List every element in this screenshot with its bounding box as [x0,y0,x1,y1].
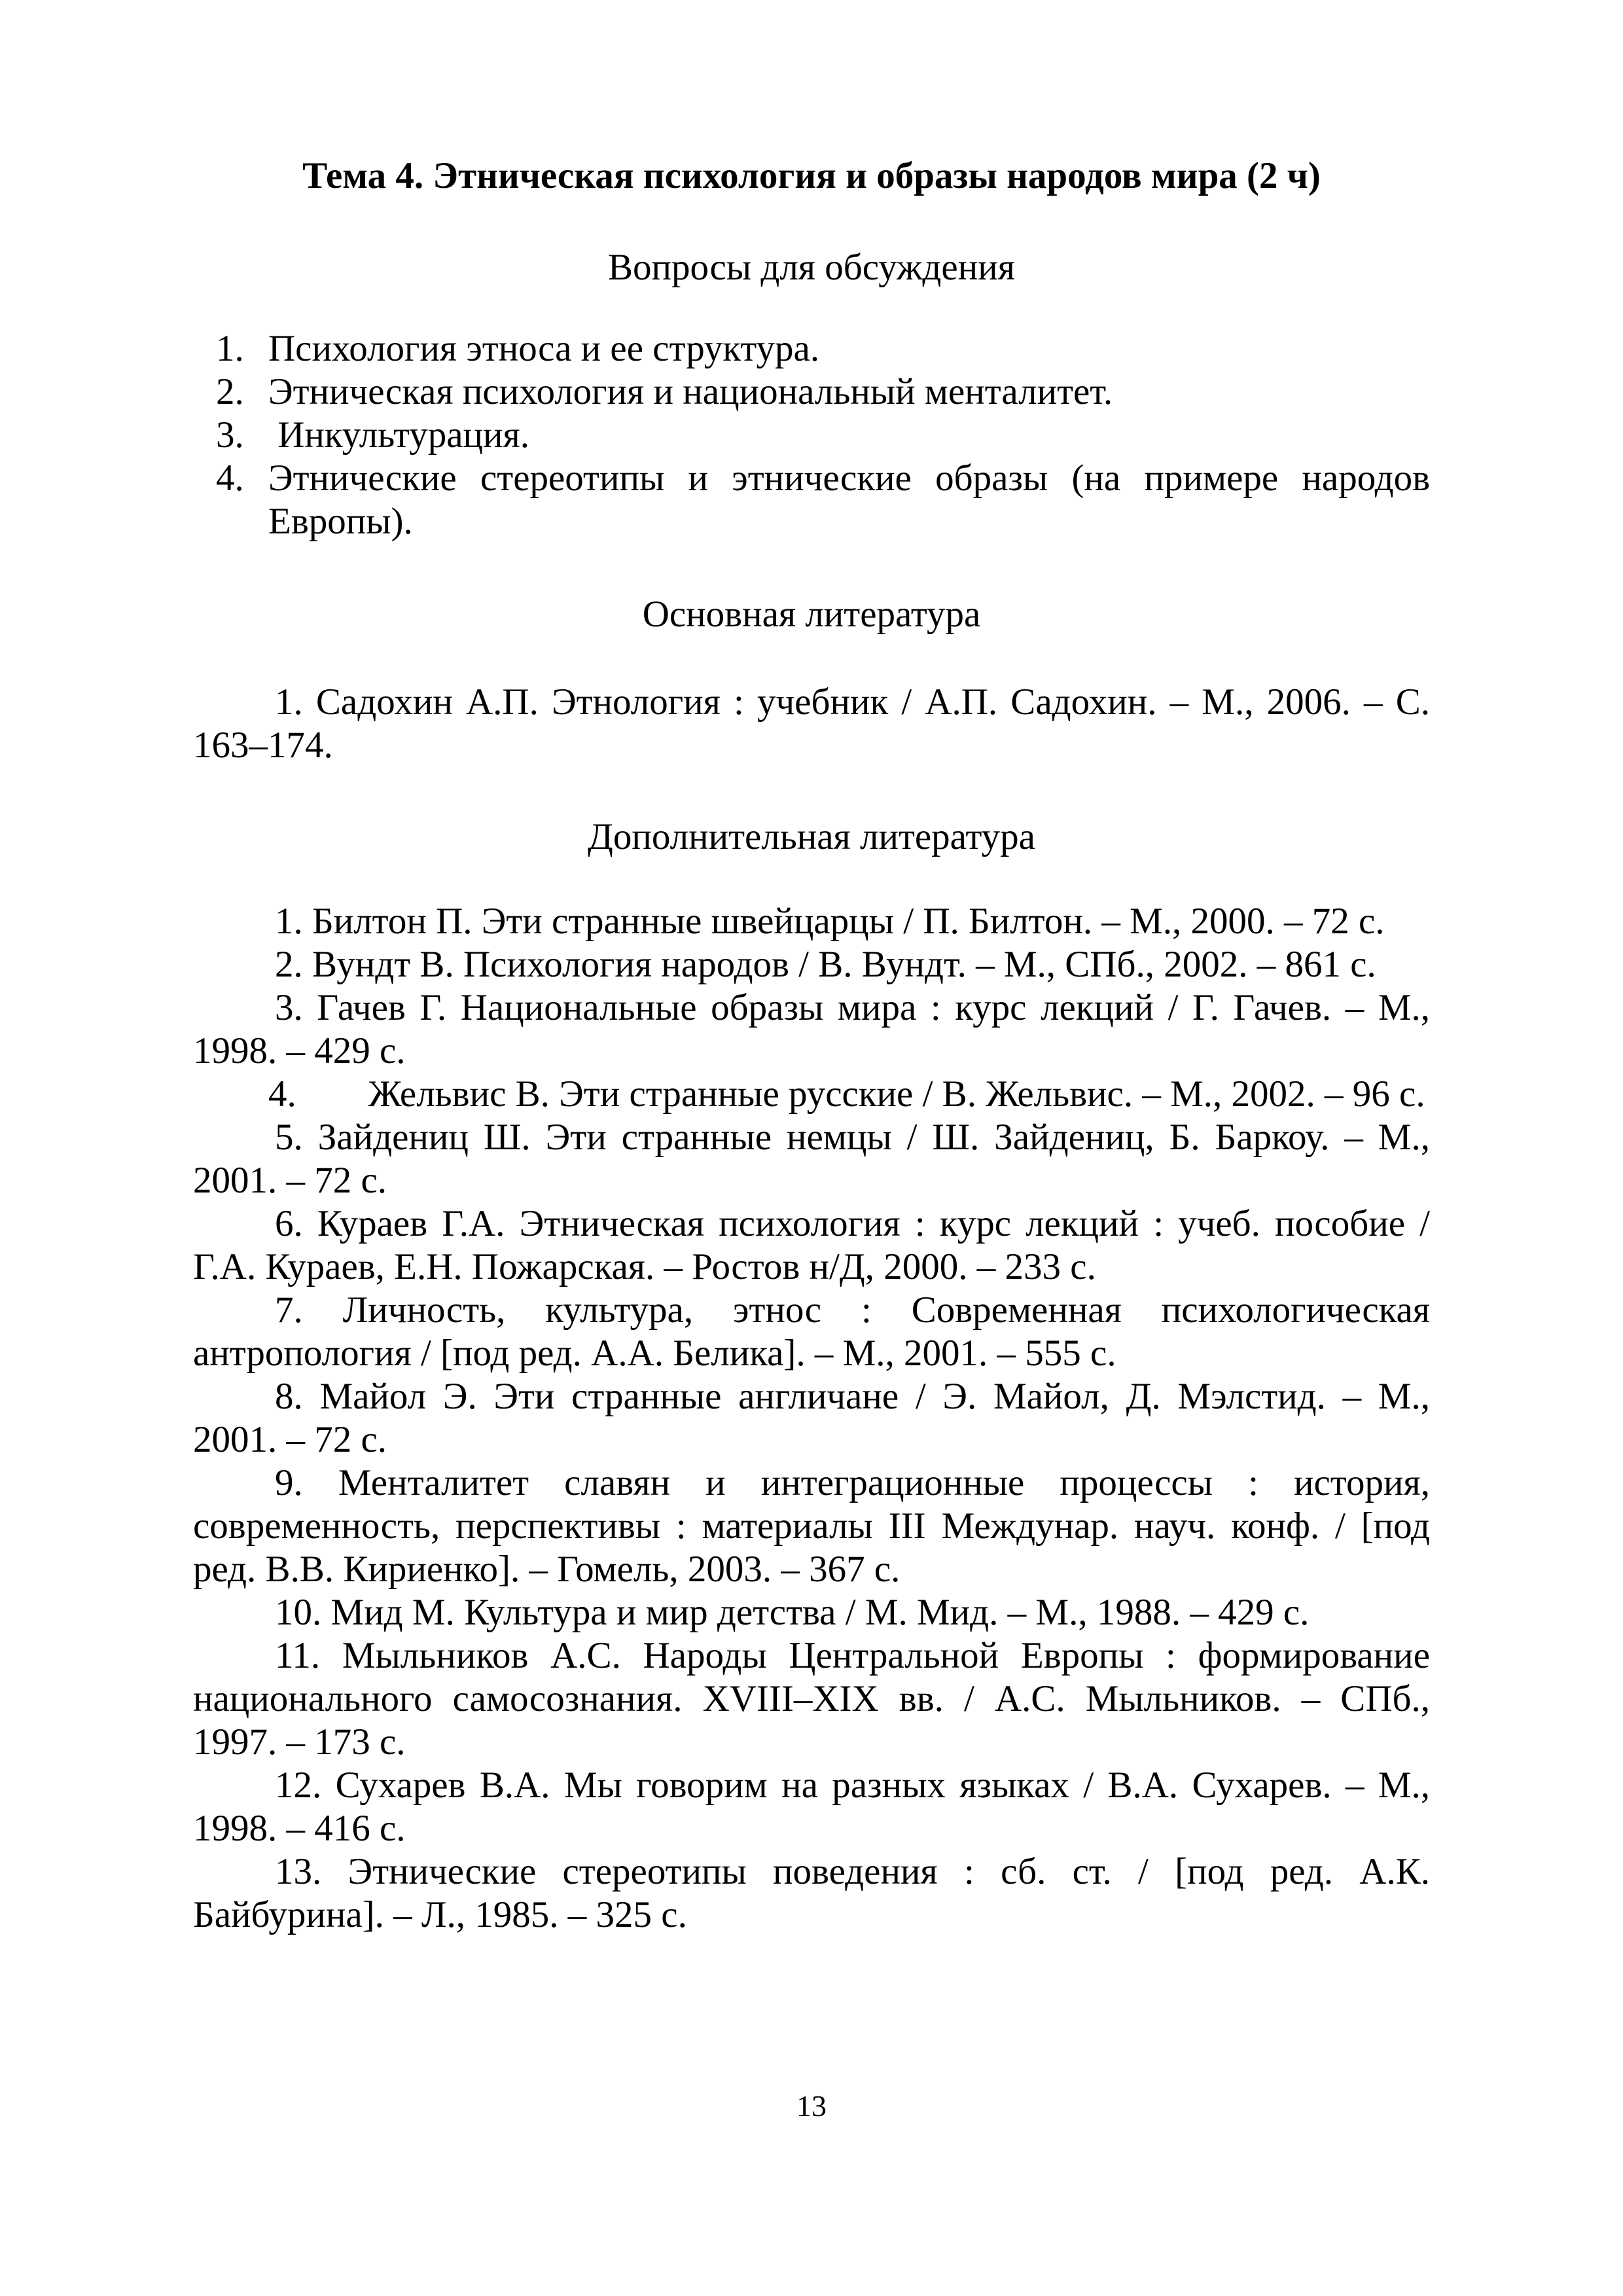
list-item-number: 2. [216,371,244,412]
main-literature-list [193,681,1430,767]
questions-heading: Вопросы для обсуждения [608,247,1015,288]
reference-item: 6. Кураев Г.А. Этническая психология : курс лекций : учеб. пособие / Г.А. Кураев, Е.Н. Пожарская. – Ростов н/Д, 2000. – 233 с. [193,1203,1430,1287]
reference-number: 4. [268,1073,296,1115]
reference-item: 13. Этнические стереотипы поведения : сб. ст. / [под ред. А.К. Байбурина]. – Л., 1985. – 325 с. [193,1851,1430,1935]
reference-item: 9. Менталитет славян и интеграционные процессы : история, современность, перспективы : материалы III Междунар. науч. конф. / [под ред. В.В. Кириенко]. – Гомель, 2003. – 367 с. [193,1462,1430,1590]
reference-item: 1. Садохин А.П. Этнология : учебник / А.П. Садохин. – М., 2006. – С. 163–174. [193,681,1430,766]
reference-text: Жельвис В. Эти странные русские / В. Жельвис. – М., 2002. – 96 с. [368,1073,1425,1115]
list-item [193,370,1430,414]
reference-item: 12. Сухарев В.А. Мы говорим на разных языках / В.А. Сухарев. – М., 1998. – 416 с. [193,1765,1430,1849]
list-item-number: 3. [216,414,244,456]
list-item [193,457,1430,543]
reference-item: 10. Мид М. Культура и мир детства / М. Мид. – М., 1988. – 429 с. [275,1592,1310,1633]
list-item [193,327,1430,370]
reference-item [193,1073,1430,1116]
reference-item: 2. Вундт В. Психология народов / В. Вундт. – М., СПб., 2002. – 861 с. [275,944,1376,985]
list-item-text: Психология этноса и ее структура. [268,328,820,369]
page-title: Тема 4. Этническая психология и образы народов мира (2 ч) [302,155,1321,196]
reference-item: 8. Майол Э. Эти странные англичане / Э. Майол, Д. Мэлстид. – М., 2001. – 72 с. [193,1376,1430,1460]
reference-item: 3. Гачев Г. Национальные образы мира : курс лекций / Г. Гачев. – М., 1998. – 429 с. [193,987,1430,1071]
list-item-text: Этническая психология и национальный менталитет. [268,371,1113,412]
list-item-number: 4. [216,457,244,499]
reference-item: 1. Билтон П. Эти странные швейцарцы / П. Билтон. – М., 2000. – 72 с. [275,901,1385,942]
additional-literature-heading: Дополнительная литература [588,816,1035,857]
list-item [193,414,1430,457]
list-item-text: Этнические стереотипы и этнические образы (на примере народов Европы). [268,457,1430,542]
list-item-text: Инкультурация. [268,414,529,456]
questions-list [193,327,1430,543]
additional-literature-list [193,900,1430,1937]
reference-item: 5. Зайдениц Ш. Эти странные немцы / Ш. Зайдениц, Б. Баркоу. – М., 2001. – 72 с. [193,1117,1430,1201]
page-number: 13 [796,2089,827,2123]
list-item-number: 1. [216,328,244,369]
reference-item: 11. Мыльников А.С. Народы Центральной Европы : формирование национального самосознания. XVIII–XIX вв. / А.С. Мыльников. – СПб., 1997. – 173 с. [193,1635,1430,1763]
reference-item: 7. Личность, культура, этнос : Современная психологическая антропология / [под ред. А.А. Белика]. – М., 2001. – 555 с. [193,1289,1430,1374]
main-literature-heading: Основная литература [642,594,981,635]
